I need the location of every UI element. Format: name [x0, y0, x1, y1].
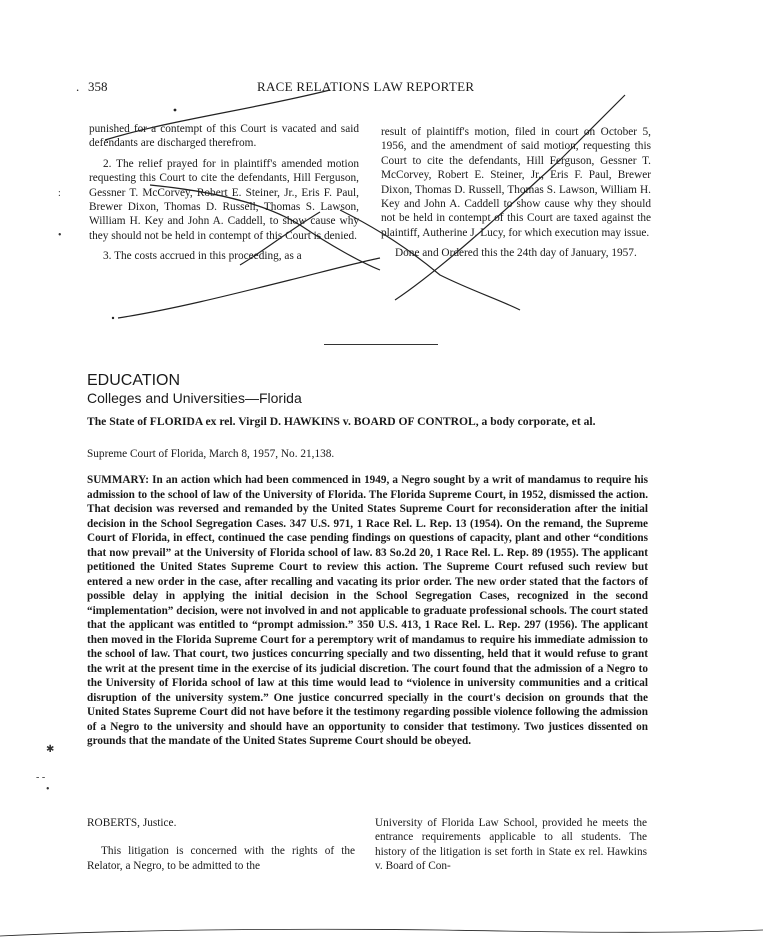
running-title: RACE RELATIONS LAW REPORTER [257, 79, 475, 94]
margin-mark: • [46, 784, 50, 795]
top-right-paragraph-2: Done and Ordered this the 24th day of January, 1957. [395, 247, 637, 260]
top-left-paragraph-2: 2. The relief prayed for in plaintiff's amended motion requesting this Court to cite the defendants, Hill Ferguson, Gessner T. McCorvey, Robert E. Steiner, Jr., Eris F. Paul, Brewer Dixon, Thomas D. Russell, Thomas S. Lawson, William H. Key and John A. Caddell, to show cause why they should not be held in contempt of this Court is denied. [89, 157, 359, 242]
bottom-edge-stroke [0, 929, 763, 936]
top-left-paragraph-1: punished for a contempt of this Court is vacated and said defendants are discharged therefrom. [89, 123, 359, 150]
summary-label: SUMMARY: [87, 474, 149, 486]
opinion-right-paragraph: University of Florida Law School, provided he meets the entrance requirements applicable to all students. The history of the litigation is set forth in State ex rel. Hawkins v. Board of Con- [375, 817, 647, 873]
page-number: 358 [88, 79, 108, 94]
margin-mark: : [58, 188, 61, 199]
court-citation: Supreme Court of Florida, March 8, 1957, No. 21,138. [87, 448, 335, 460]
top-right-paragraph-1: result of plaintiff's motion, filed in court on October 5, 1956, and the amendment of said motion, requesting this Court to cite the defendants, Hill Ferguson, Gessner T. McCorvey, Robert E. Steiner, Jr., Eris F. Paul, Brewer Dixon, Thomas D. Russell, Thomas S. Lawson, William H. Key and John A. Caddell to show cause why they should not be held in contempt of this Court are taxed against the plaintiff, Autherine J. Lucy, for which execution may issue. [381, 126, 651, 239]
summary-text: In an action which had been commenced in 1949, a Negro sought by a writ of mandamus to require his admission to the school of law of the University of Florida. The Florida Supreme Court, in 1952, dismissed the action. That decision was reversed and remanded by the United States Supreme Court for reconsideration after the initial decision in the School Segregation Cases. 347 U.S. 971, 1 Race Rel. L. Rep. 13 (1954). On the remand, the Supreme Court of Florida, in effect, continued the case pending findings on questions of capacity, plant and other “conditions that now prevail” at the University of Florida school of law. 83 So.2d 20, 1 Race Rel. L. Rep. 89 (1955). The applicant petitioned the United States Supreme Court to review this action. The Supreme Court refused such review but entered a new order in the case, after recalling and vacating its prior order. The new order stated that the factors of possible delay in applying the initial decision in the School Segregation Cases, recognized in the second “implementation” decision, were not involved in and not applicable to graduate professional schools. The court stated that the applicant was entitled to “prompt admission.” 350 U.S. 413, 1 Race Rel. L. Rep. 297 (1956). The applicant then moved in the Florida Supreme Court for a peremptory writ of mandamus to require his immediate admission to the school of law. That court, two justices concurring specially and two dissenting, held that it would refuse to grant the writ at the present time in the exercise of its judicial discretion. The court found that the admission of a Negro to the University of Florida school of law at this time would lead to “violence in university communities and a critical disruption of the university system.” One justice concurred specially in the court's decision on grounds that the United States Supreme Court did not have before it the testimony regarding possible violence following the admission of a Negro to the university and should have an opportunity to consider that testimony. Two justices dissented on grounds that the mandate of the United States Supreme Court should be obeyed. [87, 474, 649, 747]
top-left-column [89, 122, 359, 264]
opinion-right-column [375, 816, 647, 874]
section-subtitle: Colleges and Universities—Florida [87, 390, 302, 406]
margin-mark: - - [36, 772, 46, 783]
opinion-left-paragraph: This litigation is concerned with the rights of the Relator, a Negro, to be admitted to the [87, 845, 355, 872]
margin-mark: • [58, 230, 62, 241]
margin-mark: ✱ [46, 744, 55, 755]
top-right-column [381, 125, 651, 261]
margin-dot: . [76, 79, 80, 94]
judge-name: ROBERTS, Justice. [87, 817, 177, 829]
section-title: EDUCATION [87, 372, 181, 389]
scribble-stroke-4 [118, 258, 380, 318]
case-summary [87, 473, 648, 749]
scribble-dot [112, 317, 114, 319]
scribble-dot [174, 109, 177, 112]
top-left-paragraph-3: 3. The costs accrued in this proceeding, as a [103, 250, 302, 263]
section-divider [324, 344, 438, 345]
opinion-left-column [87, 816, 355, 873]
case-title: The State of FLORIDA ex rel. Virgil D. HAWKINS v. BOARD OF CONTROL, a body corporate, et al. [87, 415, 596, 428]
